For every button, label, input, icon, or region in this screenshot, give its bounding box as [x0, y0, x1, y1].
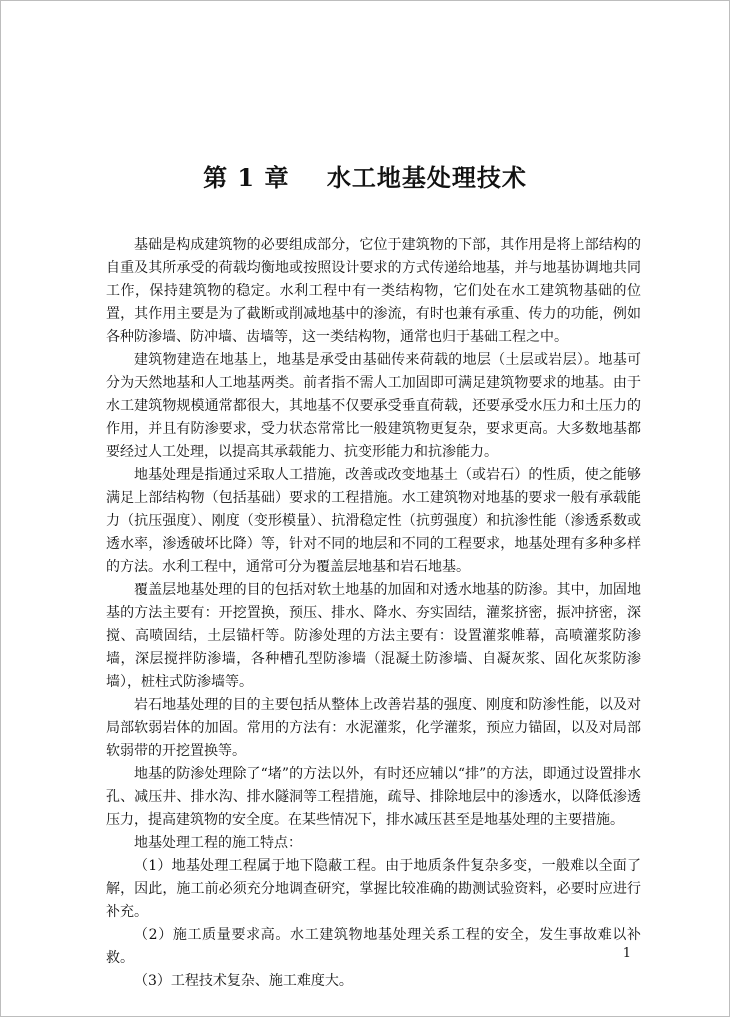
- paragraph-6: 地基的防渗处理除了“堵”的方法以外，有时还应辅以“排”的方法，即通过设置排水孔、减压井、排水沟、排水隧洞等工程措施，疏导、排除地层中的渗透水，以降低渗透压力，提高建筑物的安全度。在某些情况下，排水减压甚至是地基处理的主要措施。: [106, 766, 641, 828]
- body-text: [106, 234, 641, 993]
- page-number: 1: [622, 946, 631, 961]
- paragraph-9: （2）施工质量要求高。水工建筑物地基处理关系工程的安全，发生事故难以补救。: [106, 927, 641, 966]
- paragraph-5: 岩石地基处理的目的主要包括从整体上改善岩基的强度、刚度和防渗性能，以及对局部软弱岩体的加固。常用的方法有：水泥灌浆，化学灌浆，预应力锚固，以及对局部软弱带的开挖置换等。: [106, 697, 641, 759]
- paragraph-3: 地基处理是指通过采取人工措施，改善或改变地基土（或岩石）的性质，使之能够满足上部结构物（包括基础）要求的工程措施。水工建筑物对地基的要求一般有承载能力（抗压强度）、刚度（变形模量）、抗滑稳定性（抗剪强度）和抗渗性能（渗透系数或透水率，渗透破坏比降）等，针对不同的地层和不同的工程要求，地基处理有多种多样的方法。水利工程中，通常可分为覆盖层地基和岩石地基。: [106, 467, 641, 575]
- paragraph-10: （3）工程技术复杂、施工难度大。: [134, 973, 353, 989]
- paragraph-7: 地基处理工程的施工特点：: [134, 835, 302, 851]
- paragraph-4: 覆盖层地基处理的目的包括对软土地基的加固和对透水地基的防渗。其中，加固地基的方法主要有：开挖置换，预压、排水、降水、夯实固结，灌浆挤密，振冲挤密，深搅、高喷固结，土层锚杆等。防渗处理的方法主要有：设置灌浆帷幕，高喷灌浆防渗墙，深层搅拌防渗墙，各种槽孔型防渗墙（混凝土防渗墙、自凝灰浆、固化灰浆防渗墙），桩柱式防渗墙等。: [106, 582, 641, 690]
- paragraph-8: （1）地基处理工程属于地下隐蔽工程。由于地质条件复杂多变，一般难以全面了解，因此，施工前必须充分地调查研究，掌握比较准确的勘测试验资料，必要时应进行补充。: [106, 858, 641, 920]
- paragraph-2: 建筑物建造在地基上，地基是承受由基础传来荷载的地层（土层或岩层）。地基可分为天然地基和人工地基两类。前者指不需人工加固即可满足建筑物要求的地基。由于水工建筑物规模通常都很大，其地基不仅要承受垂直荷载，还要承受水压力和土压力的作用，并且有防渗要求，受力状态常常比一般建筑物更复杂，要求更高。大多数地基都要经过人工处理，以提高其承载能力、抗变形能力和抗渗能力。: [106, 352, 641, 460]
- paragraph-1: 基础是构成建筑物的必要组成部分，它位于建筑物的下部，其作用是将上部结构的自重及其所承受的荷载均衡地或按照设计要求的方式传递给地基，并与地基协调地共同工作，保持建筑物的稳定。水利工程中有一类结构物，它们处在水工建筑物基础的位置，其作用主要是为了截断或削减地基中的渗流，有时也兼有承重、传力的功能，例如各种防渗墙、防冲墙、齿墙等，这一类结构物，通常也归于基础工程之中。: [106, 237, 641, 345]
- chapter-title: 第 1 章 水工地基处理技术: [203, 163, 527, 192]
